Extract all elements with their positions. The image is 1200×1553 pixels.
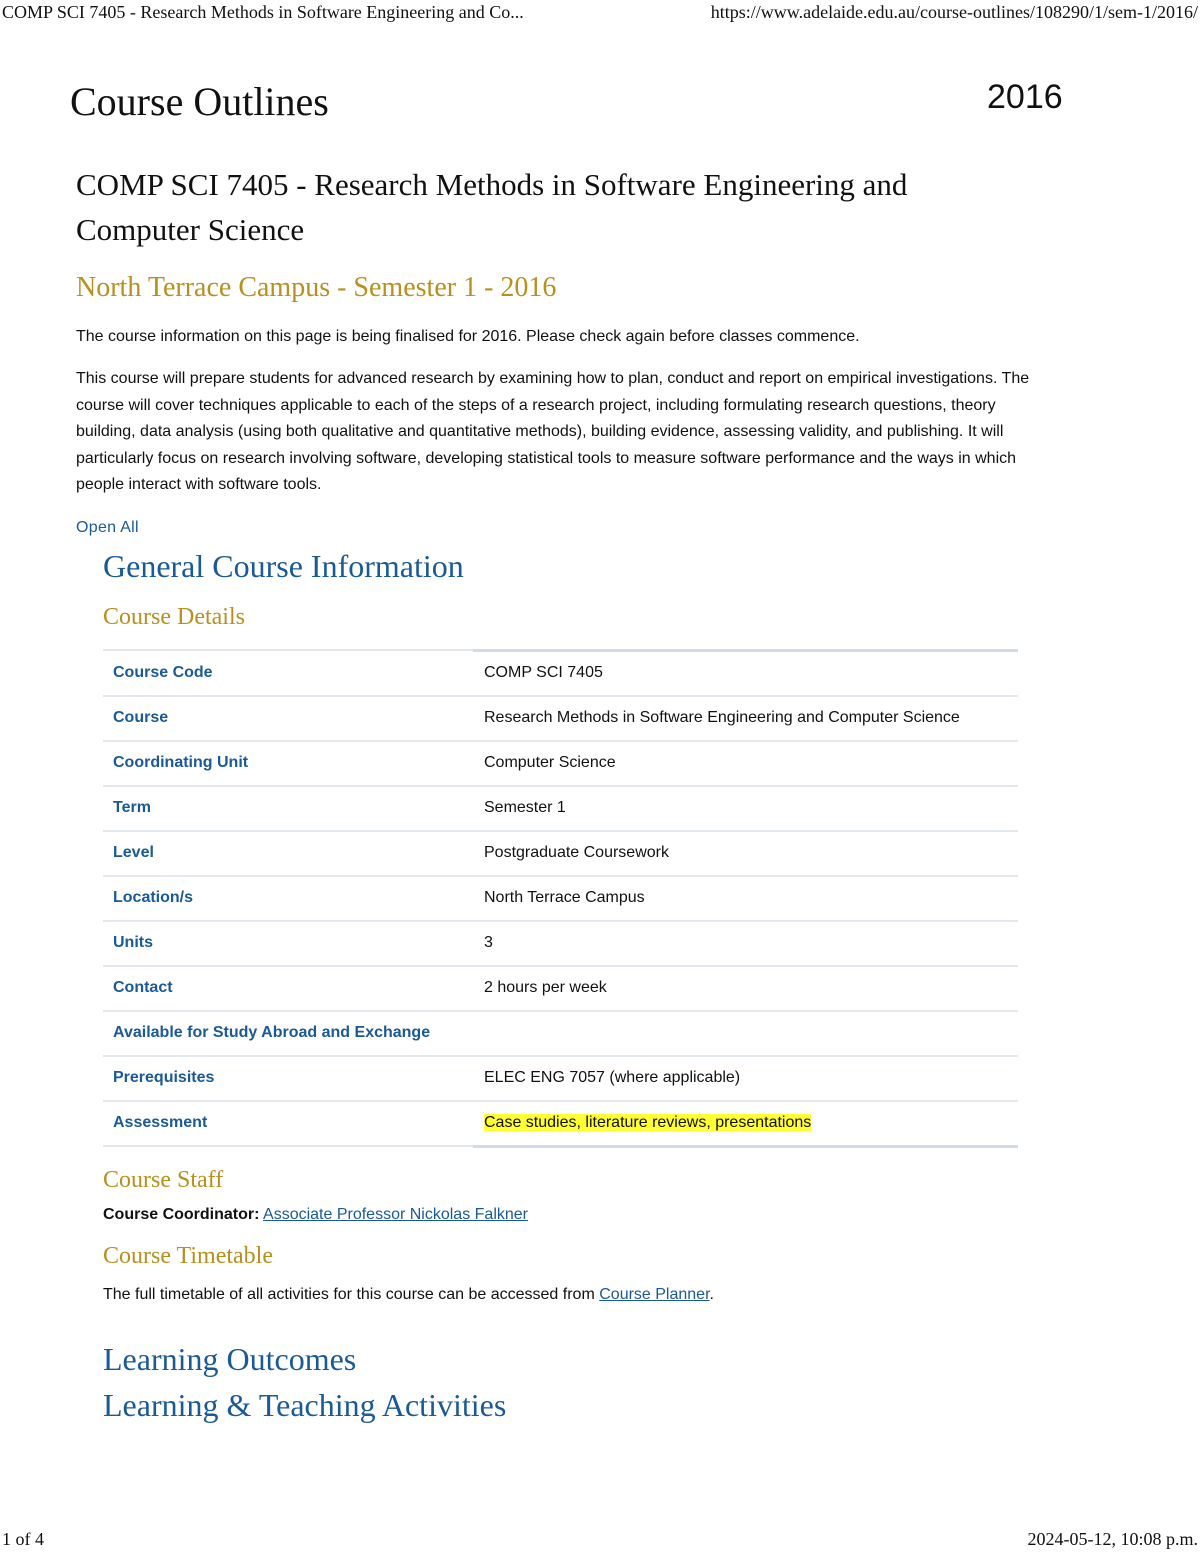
course-description: This course will prepare students for advanced research by examining how to plan, conduct and report on empirical investigations. The course will cover techniques applicable to each of the steps of a research project, including formulating research questions, theory building, data analysis (using both qualitative and quantitative methods), building evidence, assessing validity, and publishing. It will particularly focus on research involving software, developing statistical tools to measure software performance and the ways in which people interact with software tools. (76, 370, 1030, 493)
row-value (474, 1011, 1019, 1056)
campus-semester-title: North Terrace Campus - Semester 1 - 2016 (76, 272, 557, 303)
print-header (2, 2, 1198, 24)
assessment-highlight: Case studies, literature reviews, presentations (484, 1114, 812, 1131)
row-label: Location/s (103, 876, 474, 921)
table-row (103, 921, 1018, 966)
row-label: Course (103, 696, 474, 741)
table-row (103, 1056, 1018, 1101)
row-label: Contact (103, 966, 474, 1011)
row-value: Semester 1 (474, 786, 1019, 831)
table-row (103, 696, 1018, 741)
course-details-heading: Course Details (103, 603, 245, 630)
table-row (103, 966, 1018, 1011)
row-label: Units (103, 921, 474, 966)
timetable-sentence: The full timetable of all activities for this course can be accessed from (103, 1285, 595, 1303)
coordinator-label: Course Coordinator: (103, 1205, 260, 1223)
row-value (474, 1101, 1019, 1147)
print-footer (2, 1529, 1198, 1551)
main-content (76, 162, 1036, 1426)
row-value: ELEC ENG 7057 (where applicable) (474, 1056, 1019, 1101)
course-timetable-heading: Course Timetable (103, 1242, 274, 1269)
print-doc-title: COMP SCI 7405 - Research Methods in Software Engineering and Co... (2, 2, 524, 22)
coordinator-link[interactable]: Associate Professor Nickolas Falkner (263, 1205, 528, 1223)
page-indicator: 1 of 4 (2, 1529, 44, 1549)
table-row (103, 650, 1018, 696)
row-label: Term (103, 786, 474, 831)
table-row (103, 741, 1018, 786)
table-row (103, 786, 1018, 831)
row-value: COMP SCI 7405 (474, 650, 1019, 696)
row-label: Coordinating Unit (103, 741, 474, 786)
row-value: 2 hours per week (474, 966, 1019, 1011)
course-planner-link[interactable]: Course Planner (599, 1285, 710, 1303)
course-coordinator-line (103, 1206, 1036, 1224)
row-label: Level (103, 831, 474, 876)
row-label: Assessment (103, 1101, 474, 1147)
row-value: North Terrace Campus (474, 876, 1019, 921)
print-url: https://www.adelaide.edu.au/course-outlines/108290/1/sem-1/2016/ (710, 2, 1198, 22)
row-value: Research Methods in Software Engineering and Computer Science (474, 696, 1019, 741)
course-details-table (103, 649, 1018, 1148)
general-course-information-section (103, 545, 1036, 1426)
finalising-notice: The course information on this page is being finalised for 2016. Please check again before classes commence. (76, 328, 860, 345)
general-course-information-heading[interactable]: General Course Information (103, 547, 464, 584)
timetable-text (103, 1286, 1036, 1304)
open-all-link[interactable]: Open All (76, 518, 139, 536)
row-label: Prerequisites (103, 1056, 474, 1101)
site-title: Course Outlines (70, 79, 329, 124)
course-title: COMP SCI 7405 - Research Methods in Software Engineering and Computer Science (76, 167, 908, 247)
site-year: 2016 (987, 78, 1063, 116)
table-row (103, 1101, 1018, 1147)
row-value: Postgraduate Coursework (474, 831, 1019, 876)
course-staff-heading: Course Staff (103, 1166, 224, 1193)
learning-outcomes-heading[interactable]: Learning Outcomes (103, 1340, 357, 1377)
learning-teaching-activities-heading[interactable]: Learning & Teaching Activities (103, 1386, 507, 1423)
row-value: Computer Science (474, 741, 1019, 786)
row-value: 3 (474, 921, 1019, 966)
print-timestamp: 2024-05-12, 10:08 p.m. (1027, 1529, 1198, 1549)
table-row (103, 876, 1018, 921)
table-row (103, 831, 1018, 876)
row-label: Available for Study Abroad and Exchange (103, 1011, 474, 1056)
row-label: Course Code (103, 650, 474, 696)
table-row (103, 1011, 1018, 1056)
timetable-period: . (709, 1285, 714, 1303)
